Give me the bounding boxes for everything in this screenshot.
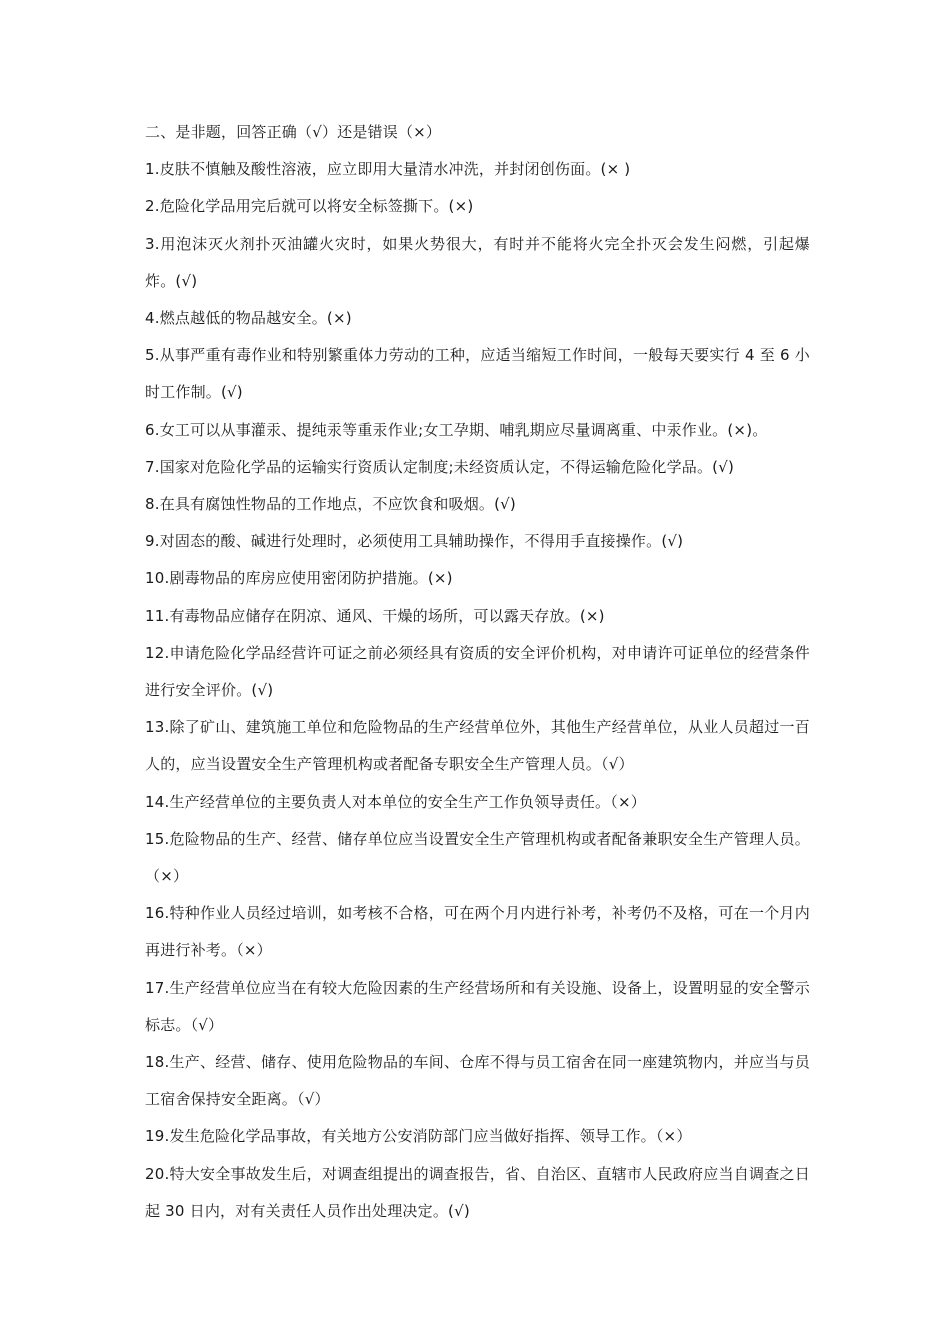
question-4: 4.燃点越低的物品越安全。(×) — [145, 309, 352, 328]
question-7: 7.国家对危险化学品的运输实行资质认定制度;未经资质认定，不得运输危险化学品。(√) — [145, 457, 735, 476]
question-6: 6.女工可以从事灌汞、提纯汞等重汞作业;女工孕期、哺乳期应尽量调离重、中汞作业。(×)。 — [145, 420, 768, 439]
question-19: 19.发生危险化学品事故，有关地方公安消防部门应当做好指挥、领导工作。（×） — [145, 1127, 692, 1146]
question-8: 8.在具有腐蚀性物品的工作地点，不应饮食和吸烟。(√) — [145, 495, 516, 514]
question-18: 18.生产、经营、储存、使用危险物品的车间、仓库不得与员工宿舍在同一座建筑物内，并应当与员工宿舍保持安全距离。（√） — [145, 1053, 810, 1109]
question-14: 14.生产经营单位的主要负责人对本单位的安全生产工作负领导责任。（×） — [145, 792, 646, 811]
document-page — [145, 114, 810, 1230]
question-3: 3.用泡沫灭火剂扑灭油罐火灾时，如果火势很大，有时并不能将火完全扑灭会发生闷燃，引起爆炸。(√) — [145, 234, 810, 290]
question-20: 20.特大安全事故发生后，对调查组提出的调查报告，省、自治区、直辖市人民政府应当自调查之日起 30 日内，对有关责任人员作出处理决定。(√) — [145, 1164, 810, 1220]
question-1: 1.皮肤不慎触及酸性溶液，应立即用大量清水冲洗，并封闭创伤面。(× ) — [145, 160, 631, 179]
question-13: 13.除了矿山、建筑施工单位和危险物品的生产经营单位外，其他生产经营单位，从业人员超过一百人的，应当设置安全生产管理机构或者配备专职安全生产管理人员。（√） — [145, 718, 810, 774]
question-9: 9.对固态的酸、碱进行处理时，必须使用工具辅助操作，不得用手直接操作。(√) — [145, 532, 684, 551]
section-heading: 二、是非题，回答正确（√）还是错误（×） — [145, 123, 442, 141]
question-12: 12.申请危险化学品经营许可证之前必须经具有资质的安全评价机构，对申请许可证单位的经营条件进行安全评价。(√) — [145, 643, 810, 700]
question-16: 16.特种作业人员经过培训，如考核不合格，可在两个月内进行补考，补考仍不及格，可在一个月内再进行补考。（×） — [145, 904, 810, 960]
question-2: 2.危险化学品用完后就可以将安全标签撕下。(×) — [145, 197, 474, 216]
question-10: 10.剧毒物品的库房应使用密闭防护措施。(×) — [145, 569, 453, 588]
question-15: 15.危险物品的生产、经营、储存单位应当设置安全生产管理机构或者配备兼职安全生产管理人员。（×） — [145, 829, 810, 886]
question-5: 5.从事严重有毒作业和特别繁重体力劳动的工种，应适当缩短工作时间，一般每天要实行 4 至 6 小时工作制。(√) — [145, 346, 810, 402]
question-17: 17.生产经营单位应当在有较大危险因素的生产经营场所和有关设施、设备上，设置明显的安全警示标志。（√） — [145, 978, 810, 1034]
question-11: 11.有毒物品应储存在阴凉、通风、干燥的场所，可以露天存放。(×) — [145, 606, 605, 625]
